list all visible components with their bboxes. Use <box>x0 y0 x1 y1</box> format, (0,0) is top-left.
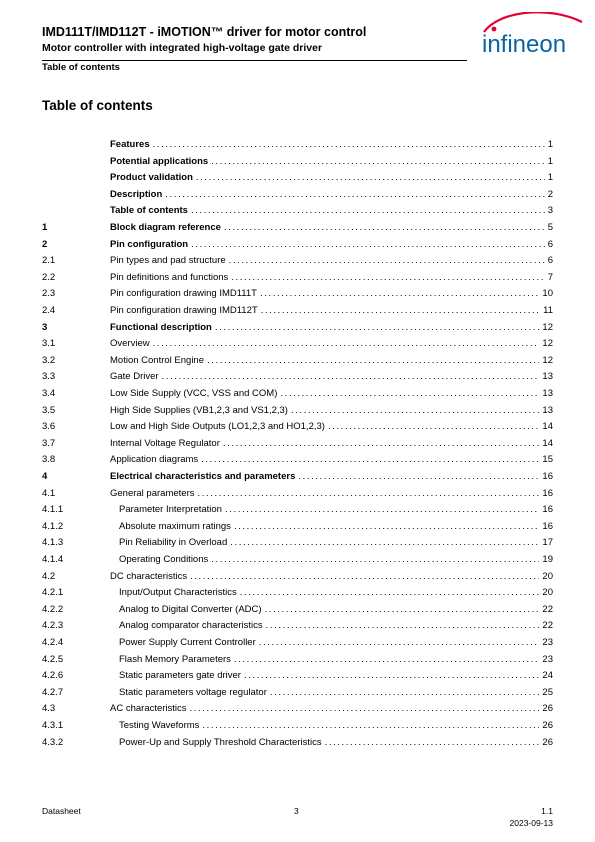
toc-page-number[interactable]: 12 <box>542 338 553 350</box>
toc-title[interactable]: Pin configuration drawing IMD112T <box>110 305 258 316</box>
toc-row[interactable] <box>0 238 595 252</box>
toc-number: 3.2 <box>42 354 56 366</box>
toc-entry[interactable] <box>110 238 553 252</box>
toc-row[interactable] <box>0 503 595 517</box>
toc-leader-dots <box>225 503 539 517</box>
toc-number: 4.1.3 <box>42 537 64 549</box>
toc-row[interactable] <box>0 669 595 683</box>
toc-row[interactable] <box>0 155 595 169</box>
toc-leader-dots <box>291 404 539 418</box>
toc-row[interactable] <box>0 619 595 633</box>
toc-title[interactable]: Functional description <box>110 321 212 333</box>
toc-leader-dots <box>328 420 539 434</box>
toc-number: 2 <box>42 238 48 250</box>
toc-leader-dots <box>234 653 540 667</box>
toc-page-number[interactable]: 10 <box>542 288 553 300</box>
toc-title[interactable]: Static parameters gate driver <box>119 670 241 682</box>
toc-page-number[interactable]: 6 <box>547 238 553 250</box>
toc-title[interactable]: Features <box>110 139 150 150</box>
toc-entry[interactable] <box>110 337 553 351</box>
toc-title[interactable]: Low and High Side Outputs (LO1,2,3 and HO1,2,3) <box>110 421 325 433</box>
toc-leader-dots <box>260 287 539 301</box>
toc-entry[interactable] <box>119 653 553 667</box>
toc-leader-dots <box>153 138 545 152</box>
toc-title[interactable]: Electrical characteristics and parameters <box>110 471 296 482</box>
toc-page-number[interactable]: 17 <box>542 537 553 549</box>
toc-number: 3 <box>42 321 48 333</box>
toc-entry[interactable] <box>119 553 553 567</box>
toc-page-number[interactable]: 7 <box>547 271 553 283</box>
toc-leader-dots <box>229 254 545 268</box>
toc-title[interactable]: Testing Waveforms <box>119 720 200 731</box>
toc-title[interactable]: Power Supply Current Controller <box>119 637 256 648</box>
header-divider <box>42 60 467 61</box>
toc-page-number[interactable]: 20 <box>542 570 553 582</box>
toc-leader-dots <box>196 171 545 185</box>
toc-title[interactable]: Analog comparator characteristics <box>119 620 263 632</box>
toc-row[interactable] <box>0 586 595 600</box>
toc-entry[interactable] <box>110 570 553 584</box>
toc-row[interactable] <box>0 370 595 384</box>
running-section-title: Table of contents <box>42 62 120 73</box>
toc-leader-dots <box>215 321 540 335</box>
toc-leader-dots <box>202 719 539 733</box>
toc-entry[interactable] <box>119 736 553 750</box>
toc-entry[interactable] <box>110 155 553 169</box>
toc-leader-dots <box>207 354 539 368</box>
toc-number: 4.1.2 <box>42 520 64 532</box>
toc-entry[interactable] <box>110 437 553 451</box>
toc-page-number[interactable]: 12 <box>542 321 553 333</box>
toc-entry[interactable] <box>110 404 553 418</box>
toc-number: 3.8 <box>42 454 56 466</box>
toc-page-number[interactable]: 16 <box>542 487 553 499</box>
toc-leader-dots <box>211 553 539 567</box>
toc-page-number[interactable]: 23 <box>542 653 553 665</box>
toc-leader-dots <box>197 487 539 501</box>
toc-row[interactable] <box>0 553 595 567</box>
toc-number: 4.2.5 <box>42 653 64 665</box>
toc-entry[interactable] <box>110 470 553 484</box>
toc-number: 3.6 <box>42 421 56 433</box>
toc-row[interactable] <box>0 221 595 235</box>
toc-leader-dots <box>165 188 544 202</box>
toc-title[interactable]: Product validation <box>110 172 193 184</box>
toc-row[interactable] <box>0 487 595 501</box>
toc-row[interactable] <box>0 719 595 733</box>
toc-page-number[interactable]: 26 <box>542 703 553 715</box>
toc-number: 4.2.2 <box>42 603 64 615</box>
toc-leader-dots <box>325 736 540 750</box>
toc-title[interactable]: Table of contents <box>110 205 188 217</box>
toc-leader-dots <box>265 603 540 617</box>
toc-row[interactable] <box>0 470 595 484</box>
toc-row[interactable] <box>0 138 595 152</box>
toc-page-number[interactable]: 22 <box>542 603 553 615</box>
toc-leader-dots <box>234 520 539 534</box>
logo-text: infineon <box>482 31 567 58</box>
toc-entry[interactable] <box>110 254 553 268</box>
toc-title[interactable]: Pin definitions and functions <box>110 271 229 283</box>
toc-page-number[interactable]: 1 <box>547 155 553 167</box>
toc-leader-dots <box>223 437 540 451</box>
toc-leader-dots <box>191 204 545 218</box>
toc-row[interactable] <box>0 387 595 401</box>
toc-page-number[interactable]: 13 <box>542 371 553 383</box>
toc-number: 4.1.4 <box>42 554 64 565</box>
toc-entry[interactable] <box>110 702 553 716</box>
toc-leader-dots <box>162 370 540 384</box>
toc-row[interactable] <box>0 171 595 185</box>
toc-title[interactable]: Potential applications <box>110 155 209 167</box>
toc-page-number[interactable]: 13 <box>542 404 553 416</box>
toc-row[interactable] <box>0 204 595 218</box>
toc-leader-dots <box>261 304 540 318</box>
toc-number: 4.2 <box>42 570 56 582</box>
toc-title[interactable]: Power-Up and Supply Threshold Characteristics <box>119 736 322 748</box>
toc-page-number[interactable]: 16 <box>542 504 553 516</box>
toc-page-number[interactable]: 2 <box>547 188 553 200</box>
toc-entry[interactable] <box>119 503 553 517</box>
toc-page-number[interactable]: 1 <box>547 172 553 184</box>
toc-title[interactable]: Description <box>110 188 163 200</box>
toc-page-number[interactable]: 12 <box>542 354 553 366</box>
toc-entry[interactable] <box>110 204 553 218</box>
toc-row[interactable] <box>0 686 595 700</box>
toc-page-number[interactable]: 5 <box>547 222 553 233</box>
toc-title[interactable]: Pin configuration <box>110 238 189 250</box>
toc-number: 4.2.6 <box>42 670 64 682</box>
toc-title[interactable]: Motion Control Engine <box>110 354 204 366</box>
toc-leader-dots <box>298 470 539 484</box>
toc-title[interactable]: Gate Driver <box>110 371 159 383</box>
toc-page-number[interactable]: 22 <box>542 620 553 632</box>
toc-number: 2.4 <box>42 305 56 316</box>
toc-number: 2.1 <box>42 255 56 267</box>
toc-row[interactable] <box>0 304 595 318</box>
toc-page-number[interactable]: 14 <box>542 437 553 449</box>
toc-page-number[interactable]: 26 <box>542 736 553 748</box>
toc-number: 4.1 <box>42 487 56 499</box>
toc-row[interactable] <box>0 453 595 467</box>
toc-entry[interactable] <box>119 669 553 683</box>
toc-page-number[interactable]: 15 <box>542 454 553 466</box>
toc-row[interactable] <box>0 254 595 268</box>
toc-entry[interactable] <box>110 304 553 318</box>
toc-number: 4.3 <box>42 703 56 715</box>
toc-page-number[interactable]: 13 <box>542 388 553 399</box>
footer-page-number: 3 <box>294 806 299 816</box>
toc-title[interactable]: Static parameters voltage regulator <box>119 686 267 698</box>
toc-number: 3.1 <box>42 338 56 350</box>
toc-leader-dots <box>266 619 540 633</box>
infineon-logo <box>470 12 590 62</box>
toc-page-number[interactable]: 26 <box>542 720 553 731</box>
toc-entry[interactable] <box>110 221 553 235</box>
toc-leader-dots <box>190 702 540 716</box>
toc-entry[interactable] <box>119 586 553 600</box>
toc-leader-dots <box>244 669 539 683</box>
toc-title[interactable]: Application diagrams <box>110 454 199 466</box>
toc-title[interactable]: Internal Voltage Regulator <box>110 437 220 449</box>
toc-entry[interactable] <box>110 487 553 501</box>
footer-doc-type: Datasheet <box>42 806 81 816</box>
toc-entry[interactable] <box>119 636 553 650</box>
toc-page-number[interactable]: 16 <box>542 471 553 482</box>
toc-leader-dots <box>190 570 539 584</box>
toc-leader-dots <box>280 387 539 401</box>
toc-title[interactable]: Analog to Digital Converter (ADC) <box>119 603 262 615</box>
toc-row[interactable] <box>0 188 595 202</box>
toc-number: 3.5 <box>42 404 56 416</box>
toc-row[interactable] <box>0 736 595 750</box>
toc-leader-dots <box>230 536 539 550</box>
toc-entry[interactable] <box>110 370 553 384</box>
toc-page-number[interactable]: 14 <box>542 421 553 433</box>
toc-title[interactable]: Pin configuration drawing IMD111T <box>110 288 257 300</box>
toc-number: 4.2.3 <box>42 620 64 632</box>
toc-leader-dots <box>231 271 544 285</box>
toc-page-number[interactable]: 1 <box>547 139 553 150</box>
toc-entry[interactable] <box>110 138 553 152</box>
document-subtitle: Motor controller with integrated high-voltage gate driver <box>42 42 323 54</box>
toc-leader-dots <box>191 238 545 252</box>
toc-number: 2.2 <box>42 271 56 283</box>
toc-title[interactable]: Pin Reliability in Overload <box>119 537 228 549</box>
toc-leader-dots <box>211 155 545 169</box>
toc-number: 4.3.2 <box>42 736 64 748</box>
toc-title[interactable]: Absolute maximum ratings <box>119 520 231 532</box>
toc-page-number[interactable]: 20 <box>542 587 553 599</box>
toc-row[interactable] <box>0 337 595 351</box>
toc-row[interactable] <box>0 570 595 584</box>
toc-title[interactable]: Overview <box>110 338 150 350</box>
toc-entry[interactable] <box>110 188 553 202</box>
toc-page-number[interactable]: 16 <box>542 520 553 532</box>
toc-leader-dots <box>240 586 540 600</box>
toc-row[interactable] <box>0 520 595 534</box>
toc-row[interactable] <box>0 603 595 617</box>
toc-entry[interactable] <box>110 321 553 335</box>
toc-row[interactable] <box>0 287 595 301</box>
toc-entry[interactable] <box>119 520 553 534</box>
toc-page-number[interactable]: 23 <box>542 637 553 648</box>
toc-entry[interactable] <box>110 171 553 185</box>
toc-title[interactable]: High Side Supplies (VB1,2,3 and VS1,2,3) <box>110 404 288 416</box>
toc-title[interactable]: Flash Memory Parameters <box>119 653 231 665</box>
toc-page-number[interactable]: 25 <box>542 686 553 698</box>
toc-entry[interactable] <box>110 354 553 368</box>
toc-entry[interactable] <box>119 536 553 550</box>
toc-title[interactable]: Operating Conditions <box>119 554 209 565</box>
toc-entry[interactable] <box>110 420 553 434</box>
toc-number: 4.2.7 <box>42 686 64 698</box>
toc-leader-dots <box>201 453 539 467</box>
toc-number: 3.4 <box>42 388 56 399</box>
toc-leader-dots <box>270 686 540 700</box>
toc-number: 3.7 <box>42 437 56 449</box>
toc-row[interactable] <box>0 437 595 451</box>
toc-number: 4 <box>42 471 48 482</box>
toc-leader-dots <box>224 221 545 235</box>
toc-title[interactable]: General parameters <box>110 487 195 499</box>
toc-title[interactable]: Parameter Interpretation <box>119 504 222 516</box>
toc-row[interactable] <box>0 271 595 285</box>
toc-entry[interactable] <box>110 387 553 401</box>
toc-number: 4.2.4 <box>42 637 64 648</box>
page-title: Table of contents <box>42 98 153 113</box>
toc-page-number[interactable]: 19 <box>542 554 553 565</box>
toc-page-number[interactable]: 24 <box>542 670 553 682</box>
footer-date: 2023-09-13 <box>509 818 553 828</box>
toc-title[interactable]: AC characteristics <box>110 703 187 715</box>
toc-page-number[interactable]: 3 <box>547 205 553 217</box>
document-title: IMD111T/IMD112T - iMOTION™ driver for motor control <box>42 25 367 39</box>
toc-row[interactable] <box>0 636 595 650</box>
toc-page-number[interactable]: 6 <box>547 255 553 267</box>
logo-swoosh <box>484 12 582 32</box>
toc-page-number[interactable]: 11 <box>543 305 553 316</box>
toc-row[interactable] <box>0 702 595 716</box>
toc-row[interactable] <box>0 536 595 550</box>
toc-number: 4.2.1 <box>42 587 64 599</box>
toc-leader-dots <box>153 337 540 351</box>
toc-entry[interactable] <box>110 271 553 285</box>
toc-row[interactable] <box>0 653 595 667</box>
toc-number: 2.3 <box>42 288 56 300</box>
toc-row[interactable] <box>0 321 595 335</box>
toc-title[interactable]: Pin types and pad structure <box>110 255 226 267</box>
toc-title[interactable]: Input/Output Characteristics <box>119 587 237 599</box>
footer-version: 1.1 <box>541 806 553 816</box>
toc-number: 1 <box>42 222 48 233</box>
toc-entry[interactable] <box>119 603 553 617</box>
toc-title[interactable]: Block diagram reference <box>110 222 221 233</box>
toc-entry[interactable] <box>119 619 553 633</box>
toc-number: 4.1.1 <box>42 504 64 516</box>
toc-entry[interactable] <box>110 453 553 467</box>
toc-number: 3.3 <box>42 371 56 383</box>
toc-number: 4.3.1 <box>42 720 64 731</box>
toc-row[interactable] <box>0 420 595 434</box>
toc-entry[interactable] <box>119 719 553 733</box>
toc-title[interactable]: DC characteristics <box>110 570 188 582</box>
toc-entry[interactable] <box>119 686 553 700</box>
toc-row[interactable] <box>0 354 595 368</box>
toc-title[interactable]: Low Side Supply (VCC, VSS and COM) <box>110 388 278 399</box>
toc-row[interactable] <box>0 404 595 418</box>
toc-entry[interactable] <box>110 287 553 301</box>
toc-leader-dots <box>259 636 540 650</box>
